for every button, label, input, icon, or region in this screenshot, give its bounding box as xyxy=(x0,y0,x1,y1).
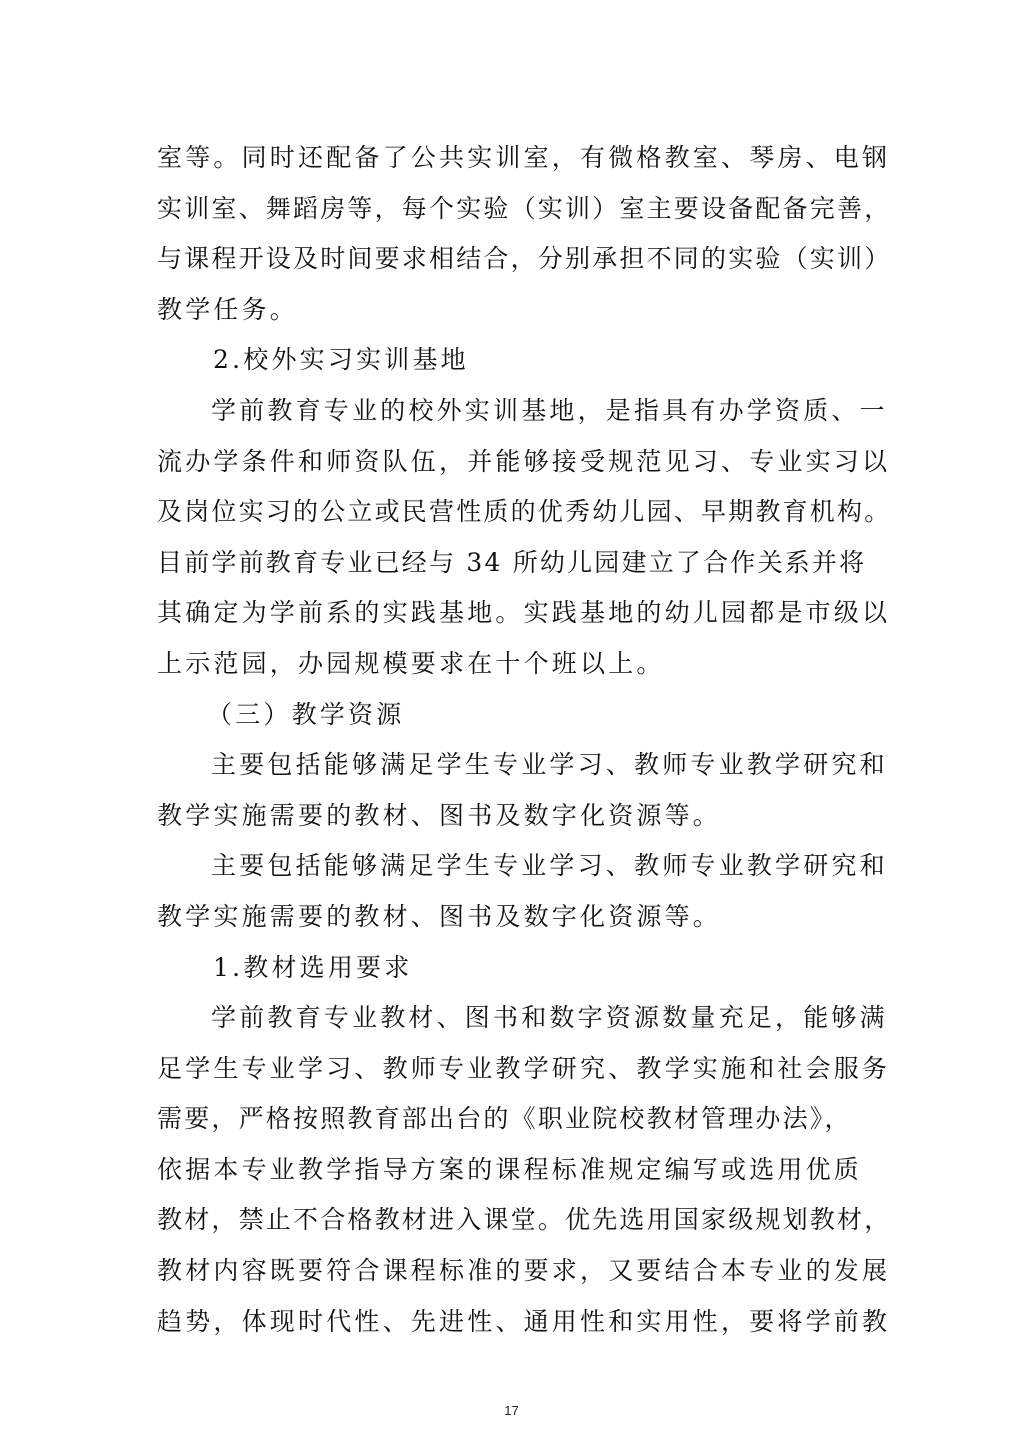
paragraph-line: 流办学条件和师资队伍，并能够接受规范见习、专业实习以 xyxy=(157,446,891,476)
paragraph-line: 与课程开设及时间要求相结合，分别承担不同的实验（实训） xyxy=(157,244,892,274)
paragraph-line: 教学实施需要的教材、图书及数字化资源等。 xyxy=(157,800,722,830)
paragraph-line: 及岗位实习的公立或民营性质的优秀幼儿园、早期教育机构。 xyxy=(157,497,892,527)
paragraph-line: 目前学前教育专业已经与 34 所幼儿园建立了合作关系并将 xyxy=(157,547,867,577)
paragraph-line: 实训室、舞蹈房等，每个实验（实训）室主要设备配备完善， xyxy=(157,193,892,223)
paragraph-line: 需要，严格按照教育部出台的《职业院校教材管理办法》， xyxy=(157,1104,852,1134)
subsection-heading: 2.校外实习实训基地 xyxy=(213,345,469,375)
document-body xyxy=(157,133,892,1347)
subsection-heading: 1.教材选用要求 xyxy=(213,952,413,982)
section-heading: （三）教学资源 xyxy=(207,699,405,729)
paragraph-line: 教学任务。 xyxy=(157,294,299,324)
paragraph-line: 学前教育专业教材、图书和数字资源数量充足，能够满 xyxy=(211,1003,888,1033)
paragraph-line: 趋势，体现时代性、先进性、通用性和实用性，要将学前教 xyxy=(157,1306,891,1336)
paragraph-line: 主要包括能够满足学生专业学习、教师专业教学研究和 xyxy=(211,750,888,780)
paragraph-line: 室等。同时还配备了公共实训室，有微格教室、琴房、电钢 xyxy=(157,143,891,172)
paragraph-line: 其确定为学前系的实践基地。实践基地的幼儿园都是市级以 xyxy=(157,598,891,628)
paragraph-line: 教学实施需要的教材、图书及数字化资源等。 xyxy=(157,901,722,931)
paragraph-line: 依据本专业教学指导方案的课程标准规定编写或选用优质 xyxy=(157,1154,863,1184)
paragraph-line: 主要包括能够满足学生专业学习、教师专业教学研究和 xyxy=(211,851,888,881)
paragraph-line: 学前教育专业的校外实训基地，是指具有办学资质、一 xyxy=(211,395,888,425)
paragraph-line: 足学生专业学习、教师专业教学研究、教学实施和社会服务 xyxy=(157,1053,891,1083)
paragraph-line: 教材，禁止不合格教材进入课堂。优先选用国家级规划教材， xyxy=(157,1205,892,1235)
paragraph-line: 上示范园，办园规模要求在十个班以上。 xyxy=(157,648,665,678)
paragraph-line: 教材内容既要符合课程标准的要求，又要结合本专业的发展 xyxy=(157,1256,891,1286)
page-number: 17 xyxy=(504,1403,519,1418)
